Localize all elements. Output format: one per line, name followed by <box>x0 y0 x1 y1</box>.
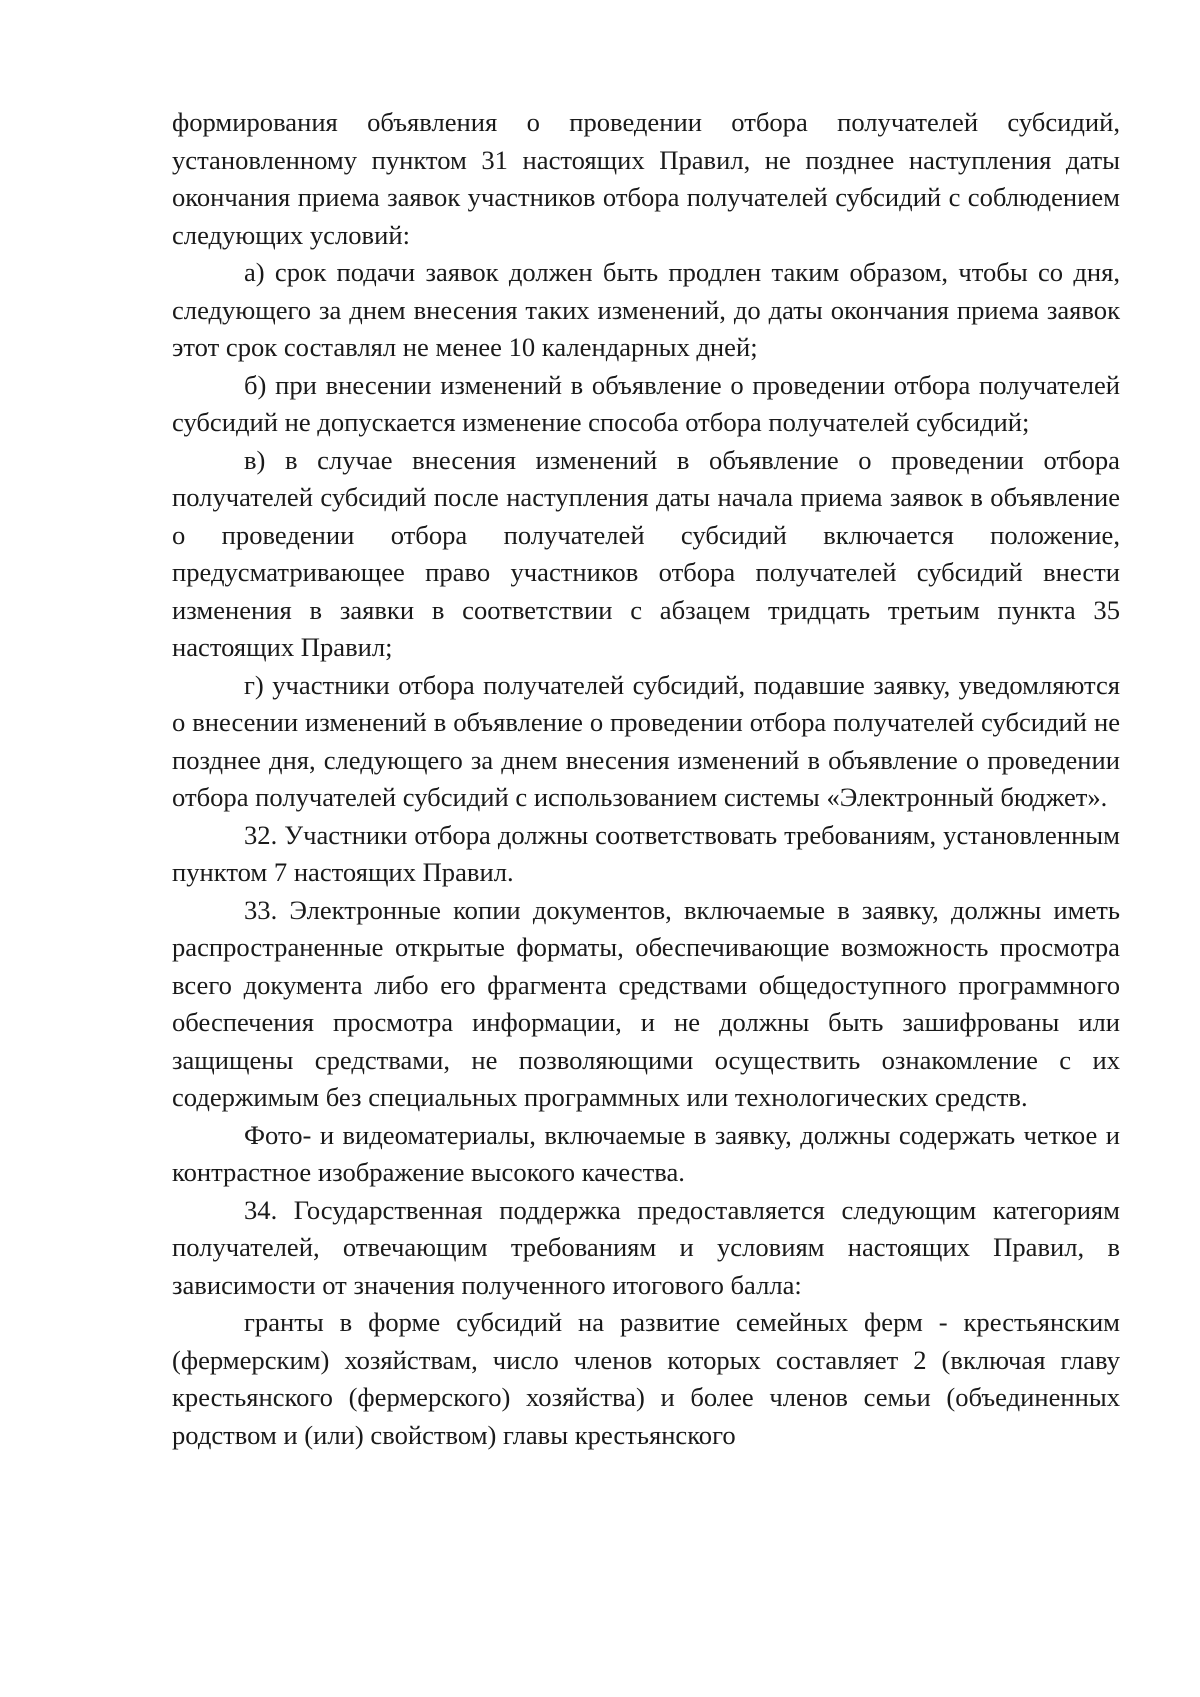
paragraph-item-v: в) в случае внесения изменений в объявление о проведении отбора получателей субсидий после наступления даты начала приема заявок в объявление о проведении отбора получателей субсидий включается положение, предусматривающее право участников отбора получателей субсидий внести изменения в заявки в соответствии с абзацем тридцать третьим пункта 35 настоящих Правил; <box>172 444 1120 662</box>
paragraph-item-b: б) при внесении изменений в объявление о проведении отбора получателей субсидий не допускается изменение способа отбора получателей субсидий; <box>172 369 1120 437</box>
paragraph-item-a: а) срок подачи заявок должен быть продлен таким образом, чтобы со дня, следующего за днем внесения таких изменений, до даты окончания приема заявок этот срок составлял не менее 10 календарных дней; <box>172 257 1120 362</box>
paragraph-family-farms: гранты в форме субсидий на развитие семейных ферм - крестьянским (фермерским) хозяйствам, число членов которых составляет 2 (включая главу крестьянского (фермерского) хозяйства) и более членов семьи (объединенных родством и (или) свойством) главы крестьянского <box>172 1307 1120 1450</box>
paragraph-item-g: г) участники отбора получателей субсидий, подавшие заявку, уведомляются о внесении изменений в объявление о проведении отбора получателей субсидий не позднее дня, следующего за днем внесения изменений в объявление о проведении отбора получателей субсидий с использованием системы «Электронный бюджет». <box>172 669 1120 812</box>
paragraph-intro: формирования объявления о проведении отбора получателей субсидий, установленному пунктом 31 настоящих Правил, не позднее наступления даты окончания приема заявок участников отбора получателей субсидий с соблюдением следующих условий: <box>172 107 1120 250</box>
paragraph-clause-34: 34. Государственная поддержка предоставляется следующим категориям получателей, отвечающим требованиям и условиям настоящих Правил, в зависимости от значения полученного итогового балла: <box>172 1194 1120 1300</box>
paragraph-photo-video: Фото- и видеоматериалы, включаемые в заявку, должны содержать четкое и контрастное изображение высокого качества. <box>172 1119 1120 1187</box>
paragraph-clause-33: 33. Электронные копии документов, включаемые в заявку, должны иметь распространенные открытые форматы, обеспечивающие возможность просмотра всего документа либо его фрагмента средствами общедоступного программного обеспечения просмотра информации, и не должны быть зашифрованы или защищены средствами, не позволяющими осуществить ознакомление с их содержимым без специальных программных или технологических средств. <box>172 894 1120 1112</box>
paragraph-clause-32: 32. Участники отбора должны соответствовать требованиям, установленным пунктом 7 настоящих Правил. <box>172 819 1120 887</box>
document-page <box>172 104 1120 1454</box>
